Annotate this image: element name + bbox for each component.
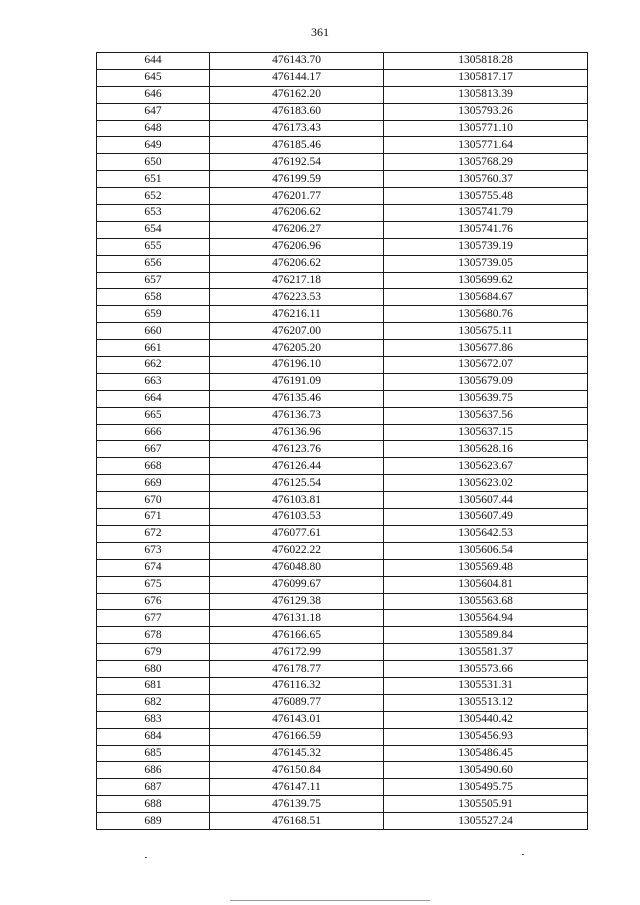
table-row — [97, 221, 588, 238]
y-coordinate-cell: 1305680.76 — [384, 306, 588, 323]
x-coordinate-cell: 476192.54 — [210, 154, 384, 171]
y-coordinate-cell: 1305675.11 — [384, 323, 588, 340]
table-row — [97, 255, 588, 272]
x-coordinate-cell: 476196.10 — [210, 357, 384, 374]
table-row — [97, 137, 588, 154]
y-coordinate-cell: 1305589.84 — [384, 627, 588, 644]
table-row — [97, 762, 588, 779]
point-number-cell: 647 — [97, 103, 210, 120]
table-row — [97, 509, 588, 526]
y-coordinate-cell: 1305637.15 — [384, 424, 588, 441]
x-coordinate-cell: 476089.77 — [210, 694, 384, 711]
y-coordinate-cell: 1305679.09 — [384, 373, 588, 390]
x-coordinate-cell: 476022.22 — [210, 542, 384, 559]
point-number-cell: 685 — [97, 745, 210, 762]
y-coordinate-cell: 1305760.37 — [384, 171, 588, 188]
y-coordinate-cell: 1305771.10 — [384, 120, 588, 137]
point-number-cell: 680 — [97, 661, 210, 678]
x-coordinate-cell: 476143.01 — [210, 711, 384, 728]
x-coordinate-cell: 476201.77 — [210, 188, 384, 205]
x-coordinate-cell: 476205.20 — [210, 340, 384, 357]
x-coordinate-cell: 476125.54 — [210, 475, 384, 492]
point-number-cell: 683 — [97, 711, 210, 728]
table-row — [97, 188, 588, 205]
point-number-cell: 659 — [97, 306, 210, 323]
table-row — [97, 340, 588, 357]
y-coordinate-cell: 1305569.48 — [384, 559, 588, 576]
table-row — [97, 593, 588, 610]
table-row — [97, 492, 588, 509]
x-coordinate-cell: 476206.96 — [210, 238, 384, 255]
x-coordinate-cell: 476173.43 — [210, 120, 384, 137]
x-coordinate-cell: 476178.77 — [210, 661, 384, 678]
table-row — [97, 53, 588, 70]
x-coordinate-cell: 476143.70 — [210, 53, 384, 70]
y-coordinate-cell: 1305490.60 — [384, 762, 588, 779]
point-number-cell: 652 — [97, 188, 210, 205]
table-row — [97, 407, 588, 424]
y-coordinate-cell: 1305604.81 — [384, 576, 588, 593]
y-coordinate-cell: 1305628.16 — [384, 441, 588, 458]
table-row — [97, 475, 588, 492]
x-coordinate-cell: 476123.76 — [210, 441, 384, 458]
table-row — [97, 272, 588, 289]
y-coordinate-cell: 1305495.75 — [384, 779, 588, 796]
x-coordinate-cell: 476185.46 — [210, 137, 384, 154]
y-coordinate-cell: 1305684.67 — [384, 289, 588, 306]
table-row — [97, 69, 588, 86]
point-number-cell: 688 — [97, 796, 210, 813]
x-coordinate-cell: 476136.73 — [210, 407, 384, 424]
point-number-cell: 673 — [97, 542, 210, 559]
y-coordinate-cell: 1305699.62 — [384, 272, 588, 289]
x-coordinate-cell: 476048.80 — [210, 559, 384, 576]
table-row — [97, 796, 588, 813]
y-coordinate-cell: 1305639.75 — [384, 390, 588, 407]
y-coordinate-cell: 1305768.29 — [384, 154, 588, 171]
table-row — [97, 238, 588, 255]
x-coordinate-cell: 476103.53 — [210, 509, 384, 526]
table-row — [97, 171, 588, 188]
table-row — [97, 86, 588, 103]
y-coordinate-cell: 1305607.44 — [384, 492, 588, 509]
x-coordinate-cell: 476129.38 — [210, 593, 384, 610]
y-coordinate-cell: 1305771.64 — [384, 137, 588, 154]
y-coordinate-cell: 1305739.19 — [384, 238, 588, 255]
table-row — [97, 542, 588, 559]
point-number-cell: 666 — [97, 424, 210, 441]
table-row — [97, 677, 588, 694]
scan-speck — [522, 854, 524, 855]
point-number-cell: 677 — [97, 610, 210, 627]
y-coordinate-cell: 1305637.56 — [384, 407, 588, 424]
point-number-cell: 653 — [97, 205, 210, 222]
y-coordinate-cell: 1305793.26 — [384, 103, 588, 120]
point-number-cell: 661 — [97, 340, 210, 357]
table-row — [97, 289, 588, 306]
scan-edge-line — [230, 900, 430, 901]
table-row — [97, 779, 588, 796]
scan-speck — [145, 857, 147, 858]
table-row — [97, 373, 588, 390]
point-number-cell: 663 — [97, 373, 210, 390]
table-row — [97, 661, 588, 678]
table-row — [97, 120, 588, 137]
point-number-cell: 670 — [97, 492, 210, 509]
point-number-cell: 667 — [97, 441, 210, 458]
y-coordinate-cell: 1305672.07 — [384, 357, 588, 374]
table-row — [97, 205, 588, 222]
y-coordinate-cell: 1305440.42 — [384, 711, 588, 728]
table-row — [97, 728, 588, 745]
point-number-cell: 669 — [97, 475, 210, 492]
point-number-cell: 679 — [97, 644, 210, 661]
x-coordinate-cell: 476099.67 — [210, 576, 384, 593]
point-number-cell: 684 — [97, 728, 210, 745]
table-row — [97, 745, 588, 762]
y-coordinate-cell: 1305527.24 — [384, 813, 588, 830]
x-coordinate-cell: 476126.44 — [210, 458, 384, 475]
table-row — [97, 357, 588, 374]
point-number-cell: 660 — [97, 323, 210, 340]
point-number-cell: 675 — [97, 576, 210, 593]
page-number: 361 — [311, 25, 329, 39]
point-number-cell: 686 — [97, 762, 210, 779]
x-coordinate-cell: 476135.46 — [210, 390, 384, 407]
point-number-cell: 674 — [97, 559, 210, 576]
x-coordinate-cell: 476199.59 — [210, 171, 384, 188]
point-number-cell: 657 — [97, 272, 210, 289]
x-coordinate-cell: 476172.99 — [210, 644, 384, 661]
point-number-cell: 645 — [97, 69, 210, 86]
x-coordinate-cell: 476206.27 — [210, 221, 384, 238]
y-coordinate-cell: 1305456.93 — [384, 728, 588, 745]
y-coordinate-cell: 1305741.76 — [384, 221, 588, 238]
y-coordinate-cell: 1305817.17 — [384, 69, 588, 86]
x-coordinate-cell: 476206.62 — [210, 255, 384, 272]
table-row — [97, 627, 588, 644]
point-number-cell: 650 — [97, 154, 210, 171]
x-coordinate-cell: 476103.81 — [210, 492, 384, 509]
x-coordinate-cell: 476183.60 — [210, 103, 384, 120]
y-coordinate-cell: 1305623.67 — [384, 458, 588, 475]
x-coordinate-cell: 476217.18 — [210, 272, 384, 289]
x-coordinate-cell: 476166.65 — [210, 627, 384, 644]
point-number-cell: 676 — [97, 593, 210, 610]
x-coordinate-cell: 476207.00 — [210, 323, 384, 340]
table-row — [97, 644, 588, 661]
point-number-cell: 644 — [97, 53, 210, 70]
y-coordinate-cell: 1305623.02 — [384, 475, 588, 492]
table-row — [97, 424, 588, 441]
y-coordinate-cell: 1305739.05 — [384, 255, 588, 272]
table-row — [97, 559, 588, 576]
y-coordinate-cell: 1305505.91 — [384, 796, 588, 813]
x-coordinate-cell: 476216.11 — [210, 306, 384, 323]
table-row — [97, 610, 588, 627]
point-number-cell: 664 — [97, 390, 210, 407]
table-row — [97, 525, 588, 542]
point-number-cell: 654 — [97, 221, 210, 238]
table-row — [97, 154, 588, 171]
y-coordinate-cell: 1305513.12 — [384, 694, 588, 711]
y-coordinate-cell: 1305818.28 — [384, 53, 588, 70]
x-coordinate-cell: 476139.75 — [210, 796, 384, 813]
table-row — [97, 306, 588, 323]
point-number-cell: 649 — [97, 137, 210, 154]
x-coordinate-cell: 476136.96 — [210, 424, 384, 441]
y-coordinate-cell: 1305642.53 — [384, 525, 588, 542]
y-coordinate-cell: 1305486.45 — [384, 745, 588, 762]
y-coordinate-cell: 1305563.68 — [384, 593, 588, 610]
x-coordinate-cell: 476147.11 — [210, 779, 384, 796]
x-coordinate-cell: 476166.59 — [210, 728, 384, 745]
x-coordinate-cell: 476144.17 — [210, 69, 384, 86]
point-number-cell: 662 — [97, 357, 210, 374]
x-coordinate-cell: 476116.32 — [210, 677, 384, 694]
point-number-cell: 665 — [97, 407, 210, 424]
y-coordinate-cell: 1305677.86 — [384, 340, 588, 357]
table-row — [97, 576, 588, 593]
table-row — [97, 711, 588, 728]
point-number-cell: 646 — [97, 86, 210, 103]
y-coordinate-cell: 1305531.31 — [384, 677, 588, 694]
point-number-cell: 678 — [97, 627, 210, 644]
x-coordinate-cell: 476206.62 — [210, 205, 384, 222]
point-number-cell: 682 — [97, 694, 210, 711]
coordinates-table — [96, 52, 588, 830]
table-row — [97, 103, 588, 120]
point-number-cell: 668 — [97, 458, 210, 475]
y-coordinate-cell: 1305607.49 — [384, 509, 588, 526]
y-coordinate-cell: 1305755.48 — [384, 188, 588, 205]
point-number-cell: 687 — [97, 779, 210, 796]
x-coordinate-cell: 476145.32 — [210, 745, 384, 762]
point-number-cell: 651 — [97, 171, 210, 188]
y-coordinate-cell: 1305573.66 — [384, 661, 588, 678]
y-coordinate-cell: 1305581.37 — [384, 644, 588, 661]
point-number-cell: 671 — [97, 509, 210, 526]
y-coordinate-cell: 1305741.79 — [384, 205, 588, 222]
table-row — [97, 694, 588, 711]
table-row — [97, 813, 588, 830]
point-number-cell: 672 — [97, 525, 210, 542]
point-number-cell: 681 — [97, 677, 210, 694]
y-coordinate-cell: 1305564.94 — [384, 610, 588, 627]
point-number-cell: 658 — [97, 289, 210, 306]
point-number-cell: 648 — [97, 120, 210, 137]
table-row — [97, 458, 588, 475]
x-coordinate-cell: 476168.51 — [210, 813, 384, 830]
table-row — [97, 441, 588, 458]
point-number-cell: 656 — [97, 255, 210, 272]
table-row — [97, 390, 588, 407]
y-coordinate-cell: 1305813.39 — [384, 86, 588, 103]
x-coordinate-cell: 476150.84 — [210, 762, 384, 779]
point-number-cell: 655 — [97, 238, 210, 255]
coordinates-table-body — [97, 53, 588, 830]
table-row — [97, 323, 588, 340]
x-coordinate-cell: 476191.09 — [210, 373, 384, 390]
y-coordinate-cell: 1305606.54 — [384, 542, 588, 559]
x-coordinate-cell: 476162.20 — [210, 86, 384, 103]
x-coordinate-cell: 476077.61 — [210, 525, 384, 542]
point-number-cell: 689 — [97, 813, 210, 830]
x-coordinate-cell: 476223.53 — [210, 289, 384, 306]
x-coordinate-cell: 476131.18 — [210, 610, 384, 627]
